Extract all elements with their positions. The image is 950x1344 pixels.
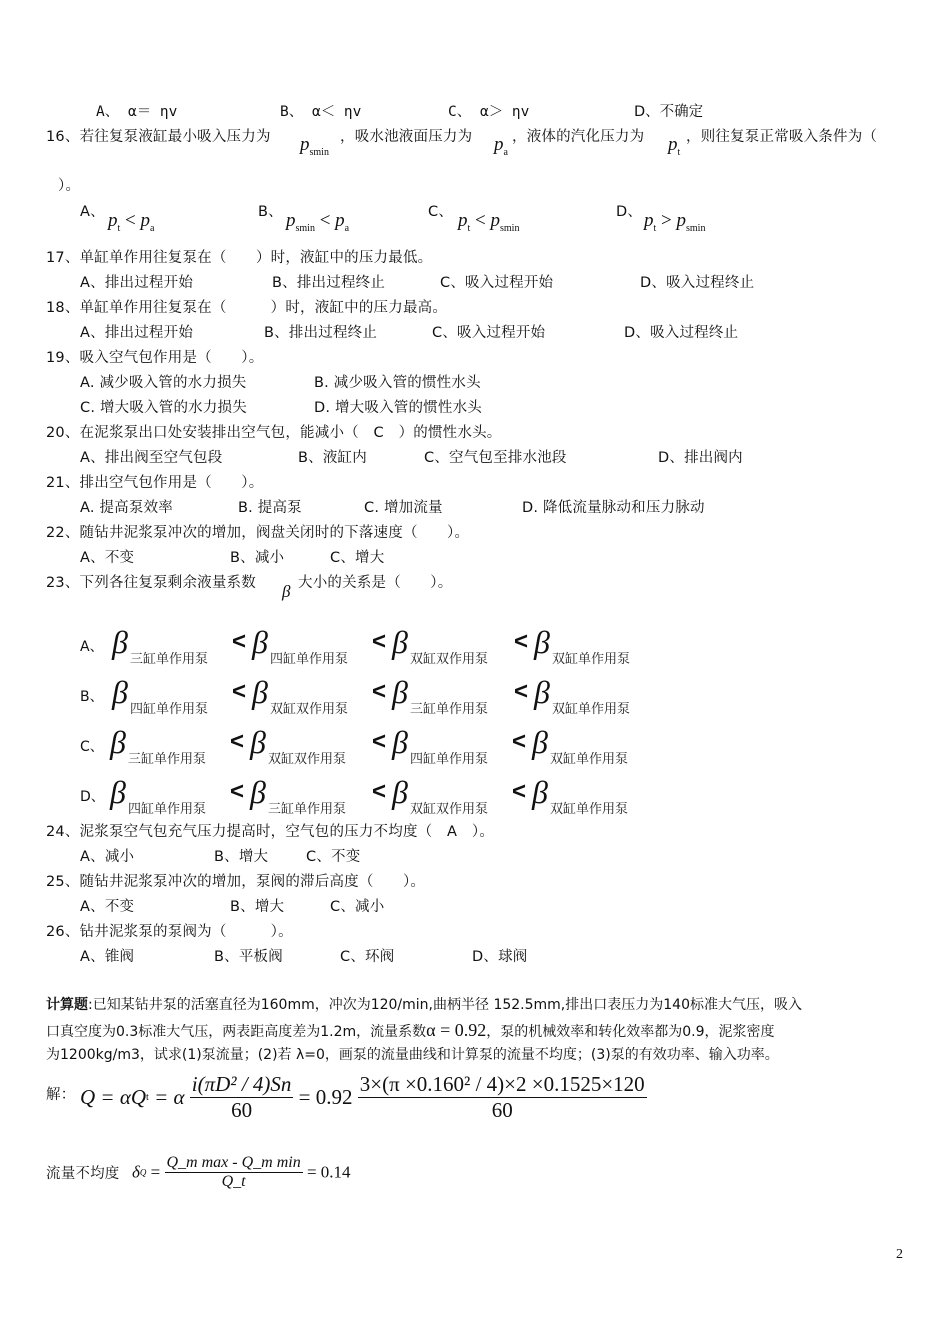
numerator: i(πD² / 4)Sn [191, 1072, 292, 1096]
eq-fraction-2 [358, 1072, 647, 1123]
beta-subscript: 双缸双作用泵 [268, 752, 347, 767]
beta-subscript: 双缸双作用泵 [410, 802, 489, 817]
q24-text: 24、泥浆泵空气包充气压力提高时，空气包的压力不均度（ A ）。 [46, 824, 495, 840]
q20-option-c: C、空气包至排水池段 [424, 450, 567, 466]
denominator: 60 [491, 1098, 513, 1122]
beta-symbol: β [250, 774, 266, 810]
calc-text: :已知某钻井泵的活塞直径为160mm，冲次为120/min,曲柄半径 152.5mm,排出口表压力为140标准大气压，吸入 [88, 997, 802, 1013]
q22-option-a: A、不变 [80, 550, 135, 566]
eq2-fraction [165, 1154, 303, 1191]
beta-symbol: β [252, 674, 268, 710]
q16-option-a-label: A、 [80, 204, 105, 220]
less-than: < [372, 728, 387, 755]
q16-option-b: $p_{smin} < p_a$ [286, 210, 350, 234]
beta-symbol: β [252, 624, 268, 660]
calc-line-1 [46, 995, 802, 1015]
beta-subscript: 双缸单作用泵 [550, 752, 629, 767]
q19-option-d: D. 增大吸入管的惯性水头 [314, 400, 482, 416]
q24-option-c: C、不变 [306, 849, 361, 865]
beta-subscript: 四缸单作用泵 [410, 752, 489, 767]
q26-option-c: C、环阀 [340, 949, 395, 965]
q16-option-c: $p_t < p_{smin}$ [458, 210, 520, 234]
q19-option-b: B. 减少吸入管的惯性水头 [314, 375, 481, 391]
q26-option-a: A、锥阀 [80, 949, 135, 965]
q18-option-a: A、排出过程开始 [80, 325, 194, 341]
equals: = [150, 1162, 161, 1182]
q17-text: 17、单缸单作用往复泵在（ ）时，液缸中的压力最低。 [46, 250, 433, 266]
q16-symbol-pa: $p_a$ [494, 134, 508, 158]
q16-option-d: $p_t > p_{smin}$ [644, 210, 706, 234]
q16-option-a: $p_t < p_a$ [108, 210, 155, 234]
q22-option-c: C、增大 [330, 550, 385, 566]
q16-option-d-label: D、 [616, 204, 643, 220]
less-than: < [372, 628, 387, 655]
q24-option-a: A、减小 [80, 849, 135, 865]
q19-text: 19、吸入空气包作用是（ ）。 [46, 350, 264, 366]
calc-text: ，泵的机械效率和转化效率都为0.9，泥浆密度 [486, 1024, 775, 1040]
q25-text: 25、随钻井泥浆泵冲次的增加，泵阀的滞后高度（ ）。 [46, 874, 426, 890]
option-label: C、 [80, 739, 104, 755]
q16-text-4: ，则往复泵正常吸入条件为（ [686, 129, 878, 145]
calc-line-2 [46, 1020, 775, 1042]
beta-subscript: 四缸单作用泵 [128, 802, 207, 817]
beta-subscript: 三缸单作用泵 [410, 702, 489, 717]
numerator: 3×(π ×0.160² / 4)×2 ×0.1525×120 [359, 1072, 645, 1096]
alpha-value: α = 0.92 [426, 1020, 487, 1040]
q19-option-c: C. 增大吸入管的水力损失 [80, 400, 247, 416]
q26-text: 26、钻井泥浆泵的泵阀为（ ）。 [46, 924, 293, 940]
beta-subscript: 三缸单作用泵 [130, 652, 209, 667]
q16-symbol-pt: $p_t$ [668, 134, 681, 158]
beta-subscript: 三缸单作用泵 [268, 802, 347, 817]
beta-symbol: β [110, 774, 126, 810]
beta-symbol: β [392, 624, 408, 660]
q21-text: 21、排出空气包作用是（ ）。 [46, 475, 264, 491]
q15-option-b: B、 α＜ ηv [280, 104, 362, 120]
q20-option-a: A、排出阀至空气包段 [80, 450, 223, 466]
q16-text-2: ，吸水池液面压力为 [340, 129, 473, 145]
q25-option-b: B、增大 [230, 899, 285, 915]
less-than: < [512, 778, 527, 805]
calc-title: 计算题 [46, 997, 88, 1013]
q25-option-a: A、不变 [80, 899, 135, 915]
q26-option-d: D、球阀 [472, 949, 528, 965]
less-than: < [514, 678, 529, 705]
delta-symbol: δ [132, 1162, 140, 1182]
beta-symbol: β [250, 724, 266, 760]
option-label: A、 [80, 639, 104, 655]
beta-symbol: β [392, 724, 408, 760]
q17-option-b: B、排出过程终止 [272, 275, 386, 291]
beta-subscript: 双缸单作用泵 [552, 702, 631, 717]
beta-symbol: β [532, 774, 548, 810]
nonuniformity-label: 流量不均度 [46, 1166, 120, 1182]
solution-label: 解： [46, 1087, 76, 1103]
q17-option-a: A、排出过程开始 [80, 275, 194, 291]
q18-option-b: B、排出过程终止 [264, 325, 378, 341]
beta-subscript: 四缸单作用泵 [270, 652, 349, 667]
q20-option-b: B、液缸内 [298, 450, 367, 466]
beta-subscript: 双缸单作用泵 [552, 652, 631, 667]
flow-equation [80, 1072, 647, 1123]
q20-option-d: D、排出阀内 [658, 450, 743, 466]
beta-subscript: 双缸双作用泵 [410, 652, 489, 667]
q22-option-b: B、减小 [230, 550, 285, 566]
q23-beta-symbol: β [282, 582, 291, 601]
beta-subscript: 双缸双作用泵 [270, 702, 349, 717]
q19-option-a: A. 减少吸入管的水力损失 [80, 375, 247, 391]
q22-text: 22、随钻井泥浆泵冲次的增加，阀盘关闭时的下落速度（ ）。 [46, 525, 470, 541]
eq-fraction-1 [190, 1072, 294, 1123]
q25-option-c: C、减小 [330, 899, 385, 915]
option-label: D、 [80, 789, 105, 805]
q17-option-d: D、吸入过程终止 [640, 275, 755, 291]
q17-option-c: C、吸入过程开始 [440, 275, 554, 291]
beta-subscript: 双缸单作用泵 [550, 802, 629, 817]
q16-text-1: 16、若往复泵液缸最小吸入压力为 [46, 129, 271, 145]
q16-text-3: ，液体的汽化压力为 [512, 129, 645, 145]
q23-text-2: 大小的关系是（ ）。 [298, 575, 453, 591]
q18-option-c: C、吸入过程开始 [432, 325, 546, 341]
beta-symbol: β [534, 624, 550, 660]
beta-symbol: β [532, 724, 548, 760]
q16-option-b-label: B、 [258, 204, 283, 220]
eq-lhs-sub: t [146, 1092, 149, 1103]
delta-sub: Q [139, 1167, 147, 1178]
numerator: Q_m max - Q_m min [166, 1154, 301, 1171]
less-than: < [512, 728, 527, 755]
calc-line-3: 为1200kg/m3，试求(1)泵流量；(2)若 λ=0，画泵的流量曲线和计算泵的流量不均度；(3)泵的有效功率、输入功率。 [46, 1047, 779, 1063]
q24-option-b: B、增大 [214, 849, 269, 865]
page-number: 2 [896, 1247, 903, 1262]
option-label: B、 [80, 689, 104, 705]
denominator: 60 [231, 1098, 253, 1122]
q18-text: 18、单缸单作用往复泵在（ ）时，液缸中的压力最高。 [46, 300, 448, 316]
eq-mid: = α [154, 1085, 185, 1109]
q18-option-d: D、吸入过程终止 [624, 325, 739, 341]
calc-text: 口真空度为0.3标准大气压，两表距高度差为1.2m，流量系数 [46, 1024, 427, 1040]
q23-text-1: 23、下列各往复泵剩余液量系数 [46, 575, 256, 591]
nonuniformity-equation [132, 1154, 351, 1191]
q26-option-b: B、平板阀 [214, 949, 283, 965]
eq-coefficient: = 0.92 [298, 1085, 353, 1109]
beta-symbol: β [110, 724, 126, 760]
q16-text-end: ）。 [58, 178, 81, 194]
q21-option-c: C. 增加流量 [364, 500, 443, 516]
beta-symbol: β [392, 774, 408, 810]
eq-lhs: Q = αQ [80, 1085, 147, 1109]
less-than: < [232, 628, 247, 655]
less-than: < [372, 778, 387, 805]
less-than: < [230, 728, 245, 755]
less-than: < [372, 678, 387, 705]
q21-option-b: B. 提高泵 [238, 500, 302, 516]
less-than: < [514, 628, 529, 655]
beta-symbol: β [392, 674, 408, 710]
denominator: Q_t [221, 1173, 246, 1190]
beta-symbol: β [112, 674, 128, 710]
beta-subscript: 四缸单作用泵 [130, 702, 209, 717]
beta-symbol: β [112, 624, 128, 660]
q15-option-a: A、 α＝ ηv [96, 104, 178, 120]
q20-text: 20、在泥浆泵出口处安装排出空气包，能减小（ C ）的惯性水头。 [46, 425, 502, 441]
q16-symbol-psmin: $p_{smin}$ [300, 134, 329, 158]
q16-option-c-label: C、 [428, 204, 454, 220]
beta-subscript: 三缸单作用泵 [128, 752, 207, 767]
beta-symbol: β [534, 674, 550, 710]
less-than: < [232, 678, 247, 705]
q15-option-d: D、不确定 [634, 104, 704, 120]
less-than: < [230, 778, 245, 805]
q21-option-d: D. 降低流量脉动和压力脉动 [522, 500, 705, 516]
q15-option-c: C、 α＞ ηv [448, 104, 530, 120]
eq2-result: = 0.14 [306, 1162, 351, 1182]
q21-option-a: A. 提高泵效率 [80, 500, 173, 516]
